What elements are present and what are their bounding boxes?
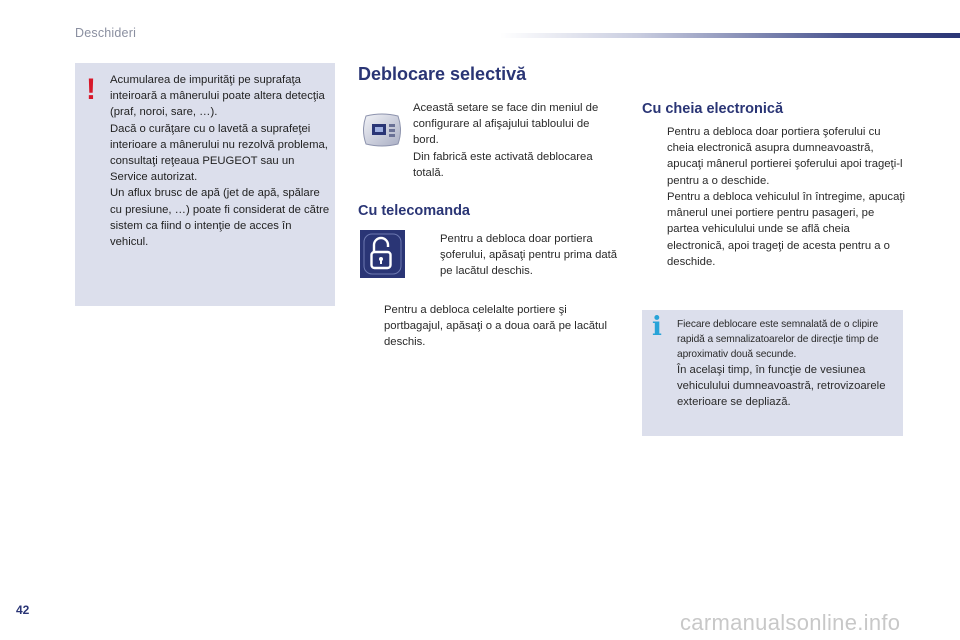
section-title: Deschideri: [75, 26, 137, 40]
intro-paragraph: Această setare se face din meniul de configurare al afişajului tabloului de bord.: [413, 102, 599, 147]
list-item: [418, 231, 618, 280]
remote-heading: Cu telecomanda: [358, 203, 470, 219]
page-title: Deblocare selectivă: [358, 64, 527, 84]
list-item: [645, 189, 907, 270]
list-item-text: Pentru a debloca doar portiera şoferului cu cheia electronică asupra dumneavoastră, apucaţi mânerul portierei şoferului apoi trageţi-l pentru a o deschide.: [667, 126, 903, 187]
watermark: carmanualsonline.info: [680, 610, 901, 635]
info-icon: i: [652, 312, 662, 342]
warning-paragraph: Un aflux brusc de apă (jet de apă, spălare cu presiune, …) poate fi considerat de către sistem ca fiind o intenţie de acces în vehicul.: [110, 187, 330, 249]
page-number: 42: [16, 603, 30, 617]
list-item-text: Pentru a debloca doar portiera şoferului, apăsaţi pentru prima dată pe lacătul deschis.: [440, 233, 618, 278]
list-item-text: Pentru a debloca vehiculul în întregime, apucaţi mânerul unei portiere pentru pasageri, pe partea vehiculului unde se află cheia electronică, apoi trageţi de acesta pentru a o deschide.: [667, 191, 906, 268]
dashboard-display-icon: [360, 112, 404, 148]
list-item: [362, 302, 612, 351]
exclamation-icon: !: [86, 73, 96, 106]
info-text: În acelaşi timp, în funcţie de vesiunea vehiculului dumneavoastră, retrovizoarele exterioare se depliază.: [677, 364, 886, 409]
unlock-button-icon: [360, 230, 405, 278]
info-text-small: Fiecare deblocare este semnalată de o clipire rapidă a semnalizatoarelor de direcţie timp de aproximativ două secunde.: [677, 319, 879, 360]
intro-paragraph: Din fabrică este activată deblocarea totală.: [413, 150, 593, 179]
intro-text: [413, 100, 618, 181]
electronic-key-heading: Cu cheia electronică: [642, 101, 784, 117]
warning-paragraph: Acumularea de impurităţi pe suprafaţa inteiroară a mânerului poate altera detecţia (praf, noroi, sare, …).: [110, 74, 325, 119]
list-item-text: Pentru a debloca celelalte portiere şi portbagajul, apăsaţi o a doua oară pe lacătul deschis.: [384, 304, 607, 349]
warning-paragraph: Dacă o curăţare cu o lavetă a suprafeţei interioare a mânerului nu rezolvă problema, consultaţi reţeaua PEUGEOT sau un Service autorizat.: [110, 122, 328, 184]
header-gradient-bar: [500, 33, 960, 38]
warning-text: [110, 72, 332, 250]
list-item: [645, 124, 907, 189]
